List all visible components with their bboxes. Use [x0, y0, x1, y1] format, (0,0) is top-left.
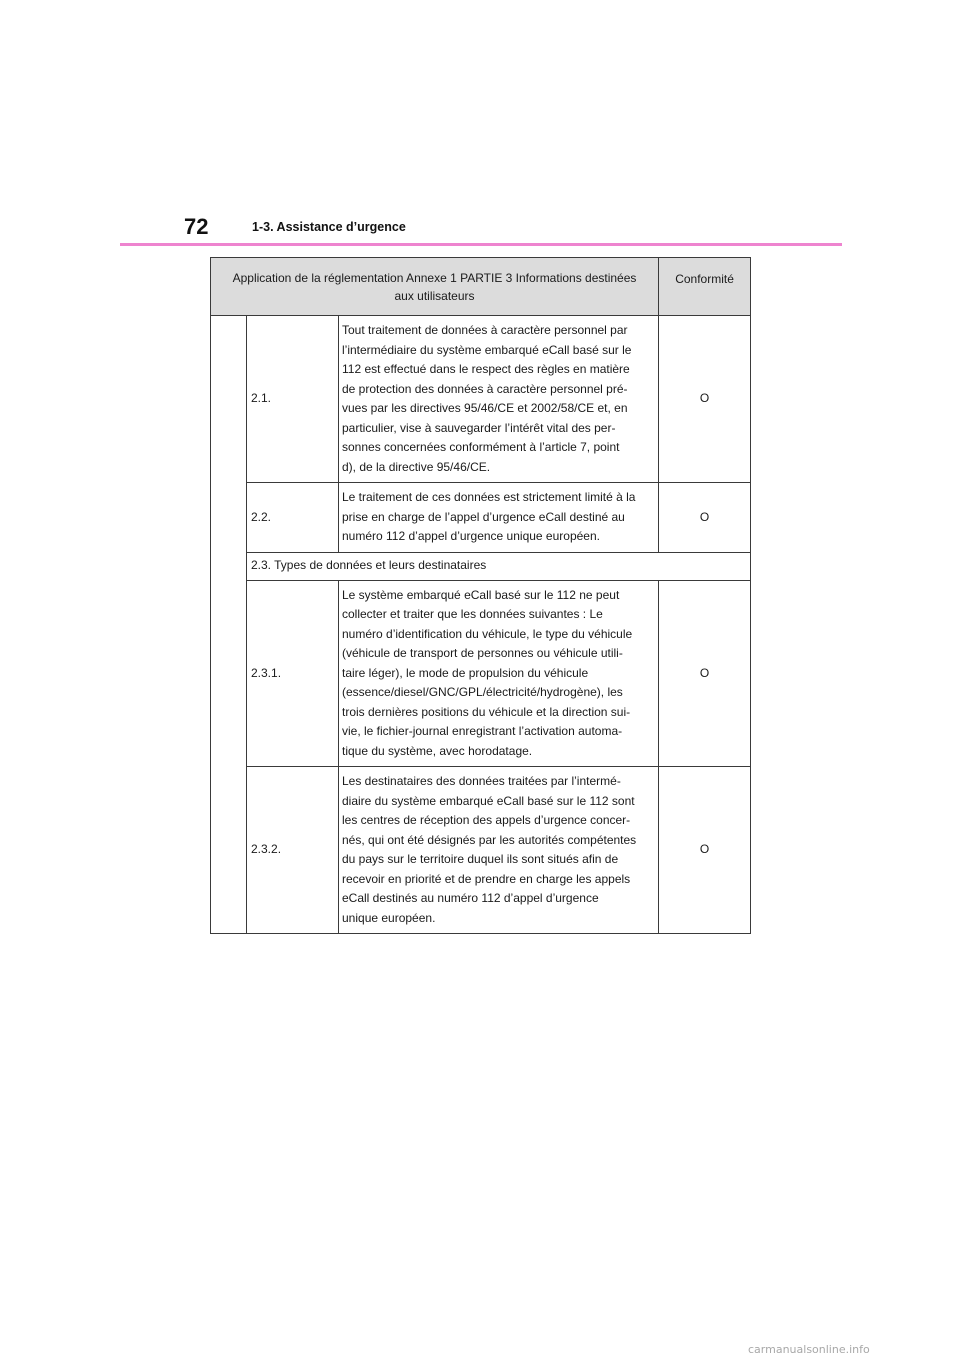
text-line: unique européen. — [342, 910, 436, 925]
subsection-heading: 2.3. Types de données et leurs destinataires — [247, 552, 751, 580]
table-row — [211, 552, 751, 580]
text-line: eCall destinés au numéro 112 d’appel d’urgence — [342, 891, 599, 905]
text-line: nés, qui ont été désignés par les autorités compétentes — [342, 832, 637, 847]
text-line: collecter et traiter que les données suivantes : Le — [342, 607, 603, 621]
conformity-mark: O — [659, 483, 751, 553]
text-line: numéro 112 d’appel d’urgence unique européen. — [342, 529, 600, 543]
table-header-conformite: Conformité — [659, 258, 751, 316]
row-text — [339, 767, 659, 934]
text-line: (véhicule de transport de personnes ou véhicule utili- — [342, 646, 623, 660]
text-line: particulier, vise à sauvegarder l’intérêt vital des per- — [342, 420, 616, 435]
page-number: 72 — [184, 214, 209, 239]
row-number: 2.1. — [247, 316, 339, 483]
text-line: sonnes concernées conformément à l’article 7, point — [342, 440, 620, 454]
text-line: prise en charge de l’appel d’urgence eCall destiné au — [342, 509, 625, 524]
watermark-logo: carmanualsonline.info — [748, 1343, 870, 1356]
text-line: Tout traitement de données à caractère personnel par — [342, 323, 628, 337]
table-row — [211, 580, 751, 767]
conformity-mark: O — [659, 316, 751, 483]
section-title: 1-3. Assistance d’urgence — [252, 220, 406, 234]
text-line: de protection des données à caractère personnel pré- — [342, 381, 628, 396]
text-line: (essence/diesel/GNC/GPL/électricité/hydrogène), les — [342, 685, 623, 699]
text-line: numéro d’identification du véhicule, le type du véhicule — [342, 626, 633, 641]
table-row — [211, 316, 751, 483]
text-line: du pays sur le territoire duquel ils sont situés afin de — [342, 852, 619, 866]
text-line: l’intermédiaire du système embarqué eCall basé sur le — [342, 342, 632, 357]
compliance-table — [210, 257, 751, 934]
indent-cell — [211, 316, 247, 934]
text-line: diaire du système embarqué eCall basé sur le 112 sont — [342, 793, 635, 808]
table-row — [211, 767, 751, 934]
conformity-mark: O — [659, 580, 751, 767]
conformity-mark: O — [659, 767, 751, 934]
text-line: 112 est effectué dans le respect des règles en matière — [342, 362, 630, 376]
row-number: 2.3.1. — [247, 580, 339, 767]
text-line: Le traitement de ces données est strictement limité à la — [342, 490, 636, 504]
text-line: Le système embarqué eCall basé sur le 112 ne peut — [342, 587, 620, 602]
text-line: vues par les directives 95/46/CE et 2002/58/CE et, en — [342, 401, 628, 415]
row-number: 2.3.2. — [247, 767, 339, 934]
row-text — [339, 316, 659, 483]
text-line: les centres de réception des appels d’urgence concer- — [342, 813, 631, 827]
text-line: vie, le fichier-journal enregistrant l’activation automa- — [342, 724, 623, 738]
table-row — [211, 483, 751, 553]
text-line: d), de la directive 95/46/CE. — [342, 459, 491, 474]
table-header-row — [211, 258, 751, 316]
row-number: 2.2. — [247, 483, 339, 553]
row-text — [339, 580, 659, 767]
table-header-application — [211, 258, 659, 316]
text-line: tique du système, avec horodatage. — [342, 743, 533, 758]
header-rule — [120, 243, 842, 246]
text-line: trois dernières positions du véhicule et la direction sui- — [342, 704, 631, 719]
row-text — [339, 483, 659, 553]
text-line: Les destinataires des données traitées par l’intermé- — [342, 774, 621, 788]
text-line: recevoir en priorité et de prendre en charge les appels — [342, 871, 631, 886]
header-line: Application de la réglementation Annexe 1 PARTIE 3 Informations destinées — [232, 270, 637, 285]
header-line: aux utilisateurs — [394, 288, 475, 303]
text-line: taire léger), le mode de propulsion du véhicule — [342, 665, 589, 680]
